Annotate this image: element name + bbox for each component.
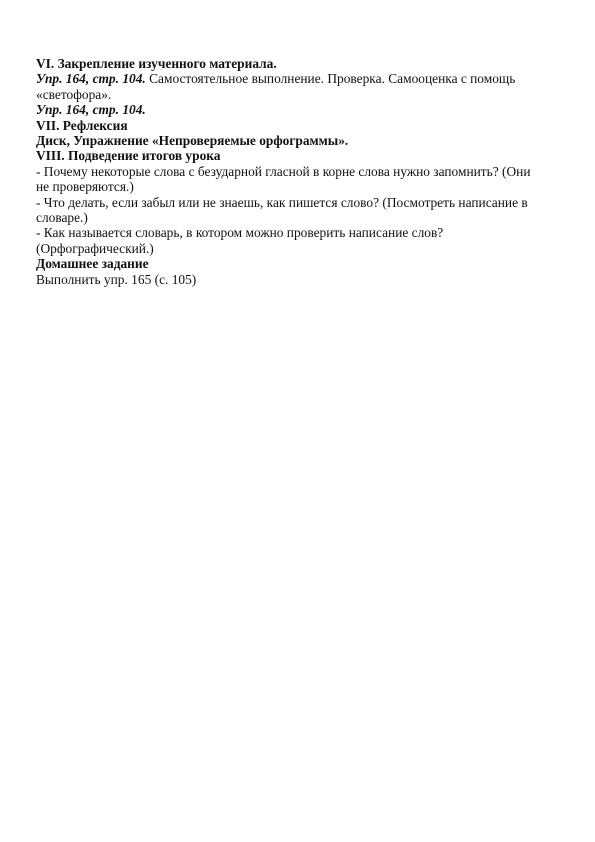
- document-body: [36, 56, 561, 287]
- question-3-line-2: (Орфографический.): [36, 240, 154, 256]
- section-viii-heading: VIII. Подведение итогов урока: [36, 148, 221, 164]
- section-vi-heading: VI. Закрепление изученного материала.: [36, 56, 277, 71]
- question-2-line-2: словаре.): [36, 210, 88, 226]
- question-3-line-1: - Как называется словарь, в котором можно проверить написание слов?: [36, 225, 444, 241]
- homework-heading: Домашнее задание: [36, 256, 149, 272]
- exercise-description: Самостоятельное выполнение. Проверка. Самооценка с помощь: [145, 71, 516, 87]
- exercise-reference: Упр. 164, стр. 104.: [36, 71, 146, 87]
- question-1-line-1: - Почему некоторые слова с безударной гласной в корне слова нужно запомнить? (Они: [36, 163, 531, 179]
- question-2-line-1: - Что делать, если забыл или не знаешь, как пишется слово? (Посмотреть написание в: [36, 194, 528, 210]
- exercise-description-continued: «светофора».: [36, 86, 112, 102]
- exercise-reference-repeat: Упр. 164, стр. 104.: [36, 102, 146, 118]
- homework-text: Выполнить упр. 165 (с. 105): [36, 271, 197, 287]
- section-vii-heading: VII. Рефлексия: [36, 117, 128, 133]
- exercise-paragraph: [36, 71, 561, 86]
- question-1-line-2: не проверяются.): [36, 179, 134, 195]
- disk-exercise-line: Диск, Упражнение «Непроверяемые орфограммы».: [36, 133, 349, 149]
